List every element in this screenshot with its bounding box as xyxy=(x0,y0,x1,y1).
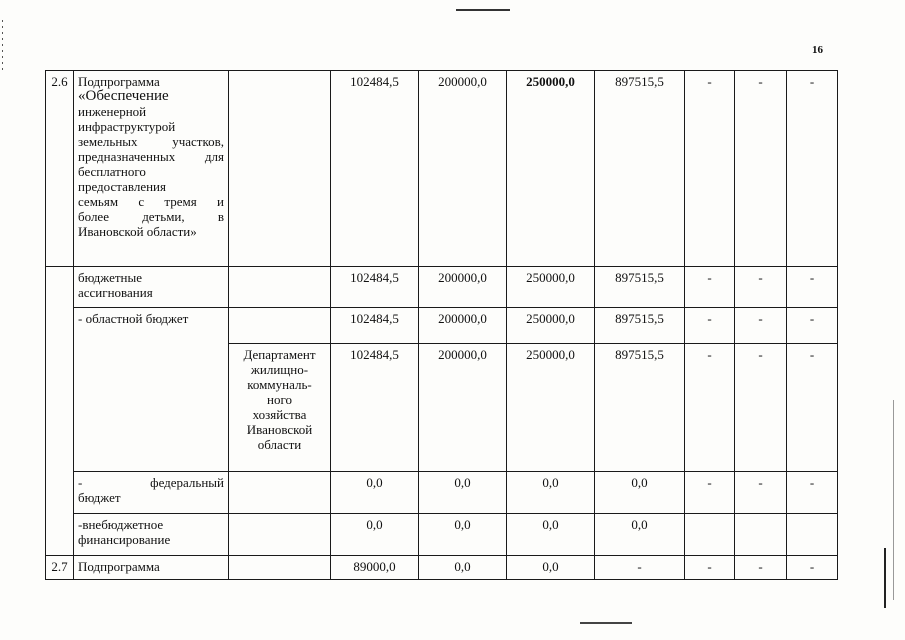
value-cell: 200000,0 xyxy=(419,344,507,472)
value-cell: 250000,0 xyxy=(507,71,595,267)
table-row-2-6 xyxy=(46,71,838,267)
value-cell: 0,0 xyxy=(331,472,419,514)
empty-cell xyxy=(787,514,838,556)
executor-cell xyxy=(229,308,331,344)
value-cell: 102484,5 xyxy=(331,267,419,308)
row-label xyxy=(74,267,229,308)
executor-line: коммуналь- xyxy=(247,377,312,392)
executor-cell xyxy=(229,514,331,556)
scan-edge-line xyxy=(893,400,894,600)
dash-cell: - xyxy=(685,267,735,308)
value-cell: 0,0 xyxy=(507,556,595,580)
scan-edge-mark xyxy=(884,548,886,608)
label-line: финансирование xyxy=(78,532,171,547)
row-number: 2.6 xyxy=(46,71,74,267)
dash-cell: - xyxy=(735,344,787,472)
value-cell: 0,0 xyxy=(507,514,595,556)
budget-table xyxy=(45,70,838,580)
table-row-regional xyxy=(46,308,838,344)
value-cell: 102484,5 xyxy=(331,308,419,344)
value-cell: 0,0 xyxy=(595,472,685,514)
dash-cell: - xyxy=(735,556,787,580)
dash-cell: - xyxy=(787,267,838,308)
dash-cell: - xyxy=(735,71,787,267)
table-row-extrabudget xyxy=(46,514,838,556)
label-line: ассигнования xyxy=(78,285,153,300)
value-cell: 200000,0 xyxy=(419,308,507,344)
title-line: семьям с тремя и xyxy=(78,194,224,209)
row-label xyxy=(74,472,229,514)
top-rule xyxy=(456,9,510,11)
title-line: Подпрограмма xyxy=(78,74,160,89)
title-line: инфраструктурой xyxy=(78,119,176,134)
value-cell: 102484,5 xyxy=(331,344,419,472)
executor-line: области xyxy=(257,437,302,452)
title-line: инженерной xyxy=(78,104,147,119)
executor-cell xyxy=(229,71,331,267)
subprogram-title xyxy=(74,71,229,267)
dash-cell: - xyxy=(685,472,735,514)
page-number: 16 xyxy=(812,44,823,56)
row-number-empty xyxy=(46,267,74,556)
value-cell: 250000,0 xyxy=(507,344,595,472)
value-cell: 0,0 xyxy=(419,472,507,514)
row-label: - областной бюджет xyxy=(74,308,229,472)
value-cell: 200000,0 xyxy=(419,71,507,267)
title-line: предоставления xyxy=(78,179,166,194)
value-cell: 897515,5 xyxy=(595,308,685,344)
value-cell: 0,0 xyxy=(595,514,685,556)
empty-cell xyxy=(735,514,787,556)
value-cell: 897515,5 xyxy=(595,344,685,472)
title-line: «Обеспечение xyxy=(78,88,169,104)
dash-cell: - xyxy=(685,71,735,267)
dash-cell: - xyxy=(685,556,735,580)
table-row-budget xyxy=(46,267,838,308)
value-cell: 250000,0 xyxy=(507,308,595,344)
executor-line: жилищно- xyxy=(250,362,309,377)
dash-cell: - xyxy=(735,267,787,308)
table-row-federal xyxy=(46,472,838,514)
dash-cell: - xyxy=(787,472,838,514)
label-line: бюджет xyxy=(78,490,121,505)
executor-cell xyxy=(229,267,331,308)
label-line: -внебюджетное xyxy=(78,517,164,532)
executor-cell xyxy=(229,344,331,472)
value-cell: 0,0 xyxy=(419,514,507,556)
executor-cell xyxy=(229,556,331,580)
subprogram-title: Подпрограмма xyxy=(74,556,229,580)
row-number: 2.7 xyxy=(46,556,74,580)
dash-cell: - xyxy=(735,472,787,514)
dash-cell: - xyxy=(685,308,735,344)
title-line: предназначенных для xyxy=(78,149,224,164)
dash-cell: - xyxy=(787,556,838,580)
value-cell: 897515,5 xyxy=(595,267,685,308)
dash-cell: - xyxy=(787,71,838,267)
table-row-2-7 xyxy=(46,556,838,580)
value-cell: - xyxy=(595,556,685,580)
bottom-rule xyxy=(580,622,632,624)
value-cell: 0,0 xyxy=(507,472,595,514)
dash-cell: - xyxy=(787,344,838,472)
executor-line: хозяйства xyxy=(252,407,307,422)
value-cell: 89000,0 xyxy=(331,556,419,580)
title-line: более детьми, в xyxy=(78,209,224,224)
executor-line: Департамент xyxy=(243,347,316,362)
value-cell: 0,0 xyxy=(419,556,507,580)
value-cell: 200000,0 xyxy=(419,267,507,308)
executor-line: ного xyxy=(267,392,292,407)
empty-cell xyxy=(685,514,735,556)
binding-marks xyxy=(2,20,3,72)
value-cell: 0,0 xyxy=(331,514,419,556)
dash-cell: - xyxy=(787,308,838,344)
executor-line: Ивановской xyxy=(246,422,313,437)
label-line: бюджетные xyxy=(78,270,143,285)
title-line: бесплатного xyxy=(78,164,146,179)
value-cell: 897515,5 xyxy=(595,71,685,267)
label-line: - федеральный xyxy=(78,475,224,490)
value-cell: 250000,0 xyxy=(507,267,595,308)
title-line: Ивановской области» xyxy=(78,224,197,239)
dash-cell: - xyxy=(685,344,735,472)
title-line: земельных участков, xyxy=(78,134,224,149)
row-label xyxy=(74,514,229,556)
executor-cell xyxy=(229,472,331,514)
dash-cell: - xyxy=(735,308,787,344)
value-cell: 102484,5 xyxy=(331,71,419,267)
